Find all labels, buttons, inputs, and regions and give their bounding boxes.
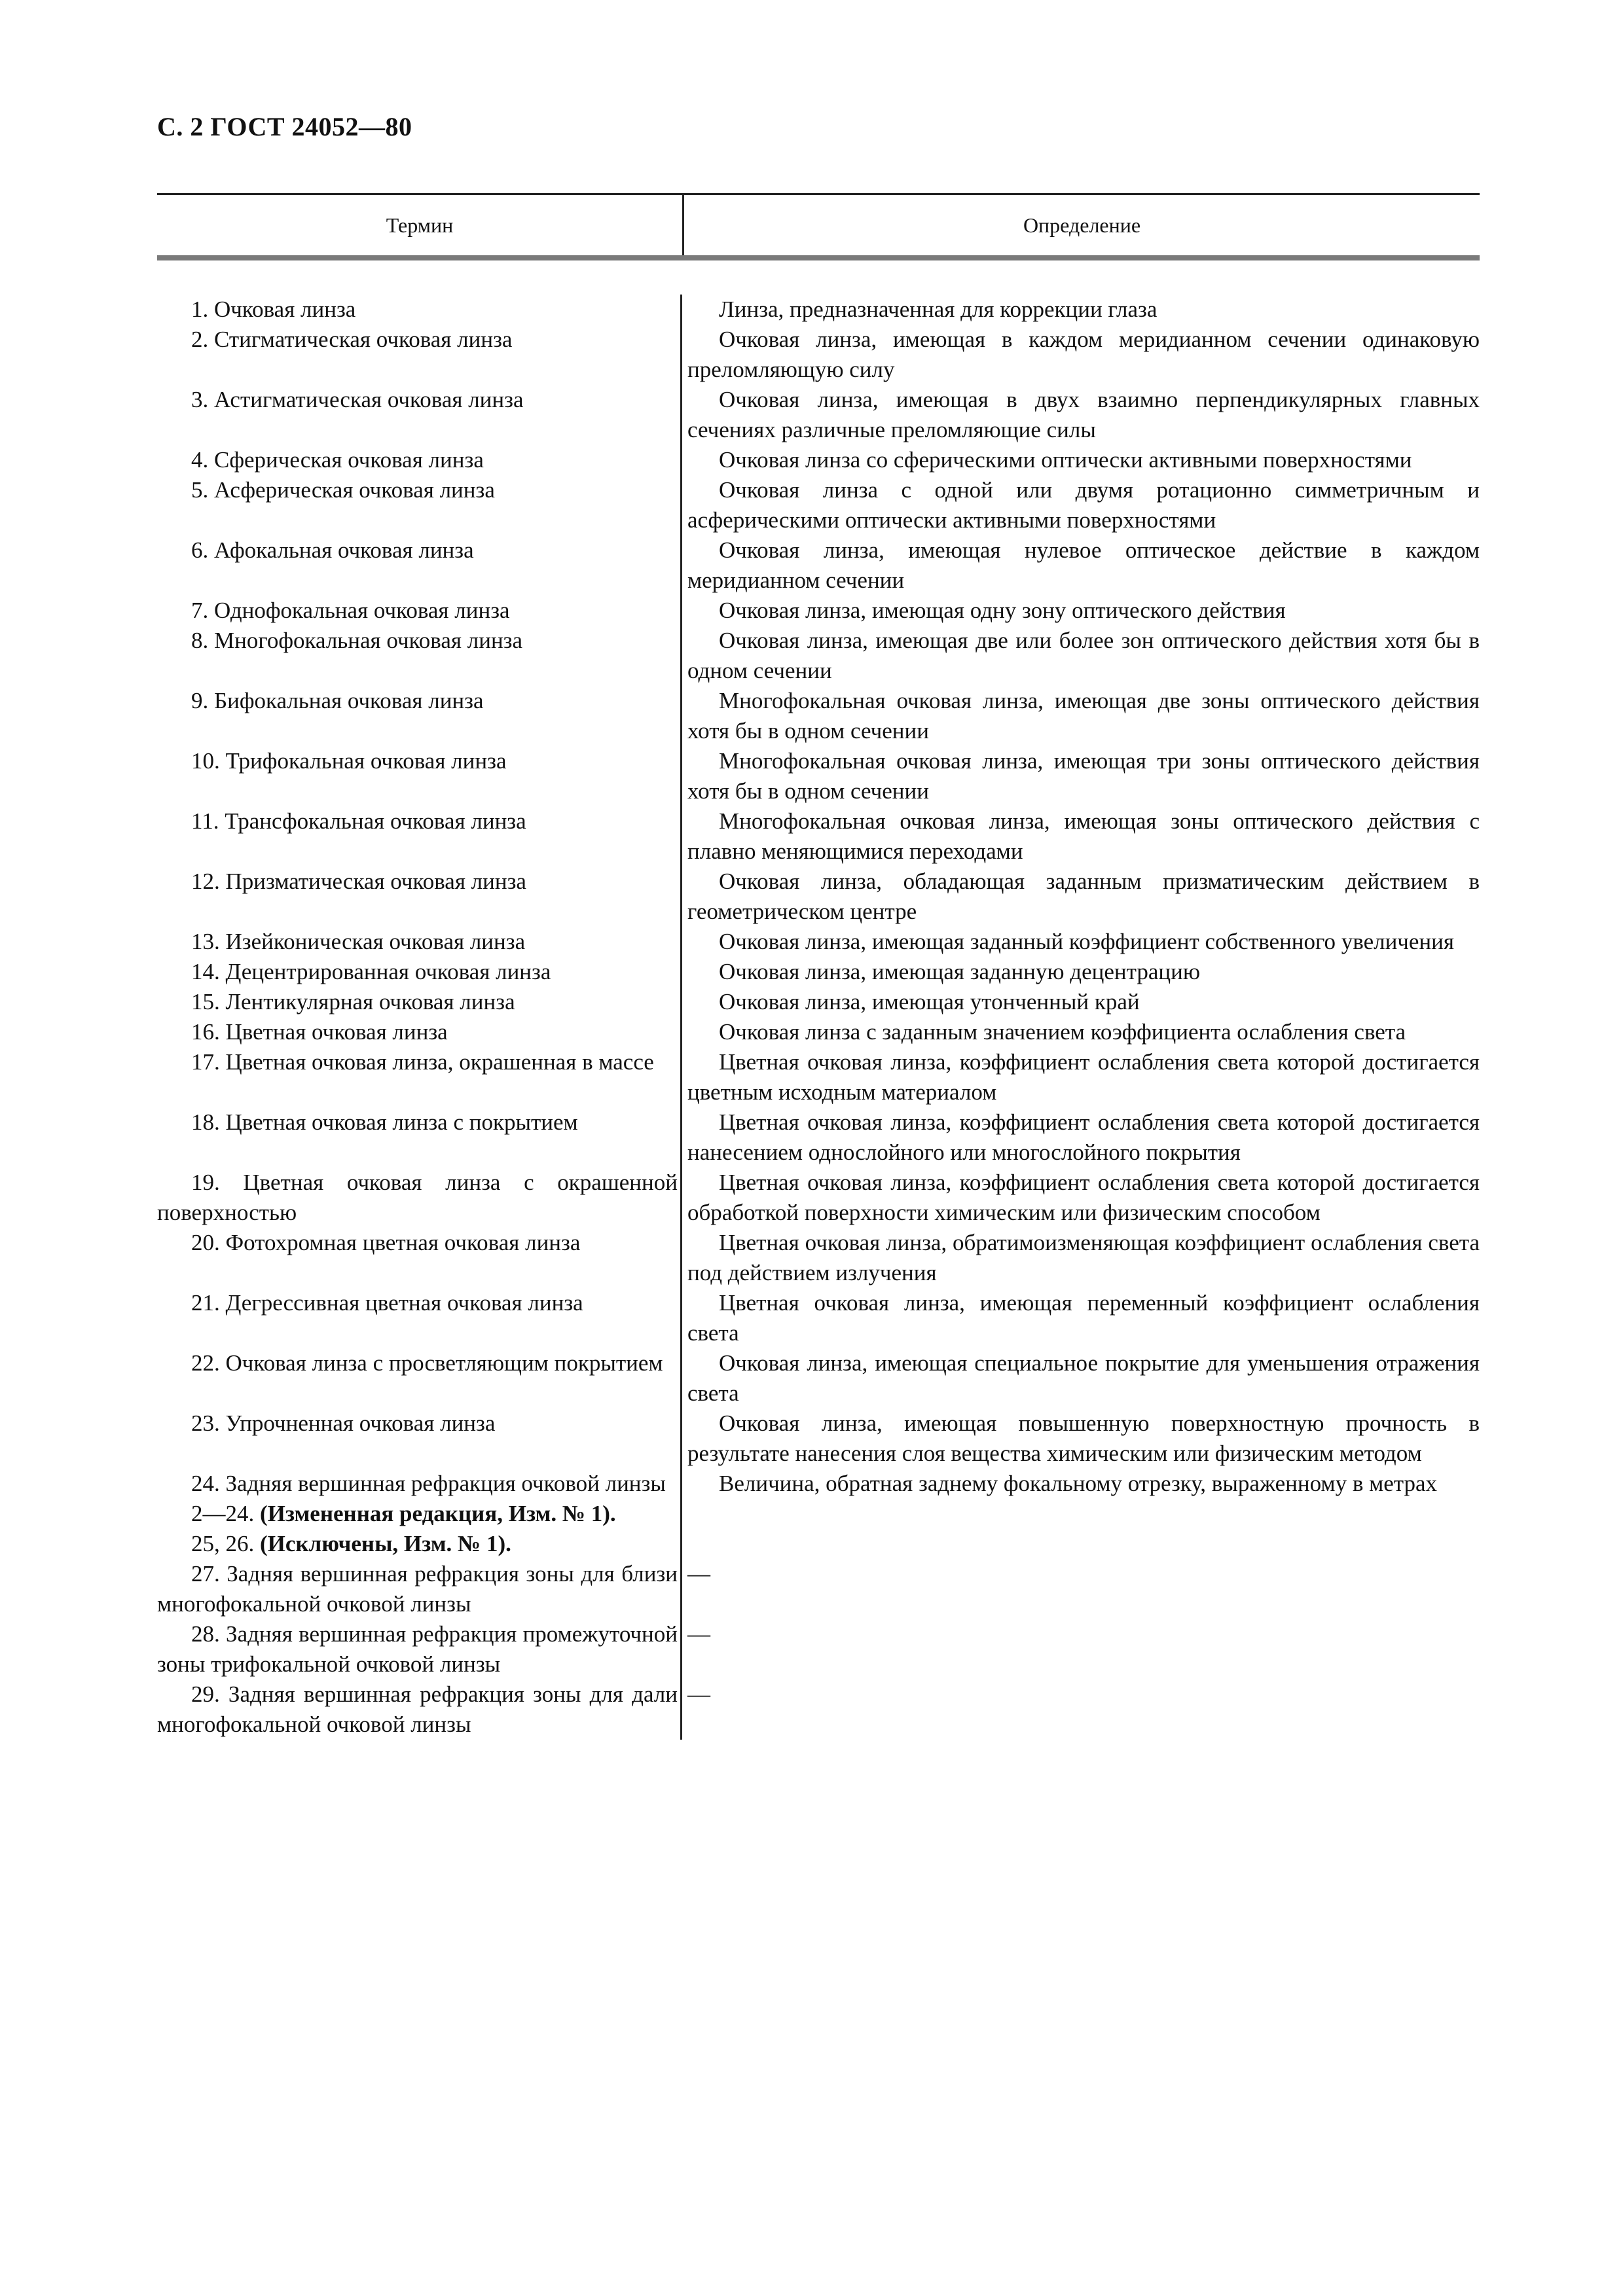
- table-row: [157, 957, 1480, 987]
- definition-cell-empty: [682, 1529, 1480, 1559]
- term-cell: 9. Бифокальная очковая линза: [157, 686, 682, 746]
- page-header: С. 2 ГОСТ 24052—80: [157, 112, 412, 141]
- term-cell: 4. Сферическая очковая линза: [157, 445, 682, 475]
- table-row: [157, 1228, 1480, 1288]
- table-header-rule: [157, 255, 1480, 260]
- table-row: [157, 1288, 1480, 1348]
- term-cell: 23. Упрочненная очковая линза: [157, 1408, 682, 1469]
- definition-cell: Величина, обратная заднему фокальному отрезку, выраженному в метрах: [719, 1471, 1438, 1496]
- definition-cell: Очковая линза с заданным значением коэффициента ослабления света: [719, 1019, 1406, 1045]
- term-cell: 15. Лентикулярная очковая линза: [157, 987, 682, 1017]
- term-cell: 11. Трансфокальная очковая линза: [157, 806, 682, 867]
- term-cell: 22. Очковая линза с просветляющим покрытием: [157, 1348, 682, 1408]
- terms-table: [157, 193, 1480, 1740]
- definition-cell: Очковая линза, имеющая одну зону оптического действия: [719, 598, 1286, 623]
- amendment-note-row: [157, 1499, 1480, 1529]
- definition-cell: Очковая линза, имеющая заданную децентрацию: [719, 959, 1200, 984]
- term-cell: 3. Астигматическая очковая линза: [157, 385, 682, 445]
- definition-cell: Очковая линза, имеющая нулевое оптическое действие в каждом меридианном сечении: [687, 537, 1480, 593]
- table-row: [157, 927, 1480, 957]
- definition-cell: Цветная очковая линза, имеющая переменный коэффициент ослабления света: [687, 1290, 1480, 1346]
- table-row: [157, 1047, 1480, 1107]
- table-row: [157, 1679, 1480, 1740]
- term-cell: 5. Асферическая очковая линза: [157, 475, 682, 535]
- definition-cell: Цветная очковая линза, коэффициент ослабления света которой достигается нанесением однослойного или многослойного покрытия: [687, 1109, 1480, 1165]
- table-row: [157, 1168, 1480, 1228]
- table-row: [157, 1619, 1480, 1679]
- table-row: [157, 1408, 1480, 1469]
- table-row: [157, 1017, 1480, 1047]
- term-cell: 19. Цветная очковая линза с окрашенной поверхностью: [157, 1168, 682, 1228]
- table-row: [157, 746, 1480, 806]
- term-cell: 18. Цветная очковая линза с покрытием: [157, 1107, 682, 1168]
- term-cell: 6. Афокальная очковая линза: [157, 535, 682, 596]
- term-cell: 10. Трифокальная очковая линза: [157, 746, 682, 806]
- definition-cell: Цветная очковая линза, обратимоизменяющая коэффициент ослабления света под действием излучения: [687, 1230, 1480, 1285]
- definition-cell: —: [687, 1561, 710, 1587]
- definition-cell: —: [687, 1621, 710, 1647]
- amendment-note-items: 2—24.: [191, 1501, 260, 1526]
- term-cell: 14. Децентрированная очковая линза: [157, 957, 682, 987]
- table-row: [157, 1559, 1480, 1619]
- definition-cell: Цветная очковая линза, коэффициент ослабления света которой достигается цветным исходным материалом: [687, 1049, 1480, 1105]
- definition-cell: Очковая линза со сферическими оптически активными поверхностями: [719, 447, 1412, 473]
- table-row: [157, 626, 1480, 686]
- term-cell: 12. Призматическая очковая линза: [157, 867, 682, 927]
- term-cell: 7. Однофокальная очковая линза: [157, 596, 682, 626]
- term-cell: 17. Цветная очковая линза, окрашенная в массе: [157, 1047, 682, 1107]
- term-cell: 28. Задняя вершинная рефракция промежуточной зоны трифокальной очковой линзы: [157, 1619, 682, 1679]
- term-cell: 16. Цветная очковая линза: [157, 1017, 682, 1047]
- definition-cell: Очковая линза, имеющая в каждом меридианном сечении одинаковую преломляющую силу: [687, 327, 1480, 382]
- definition-cell: Очковая линза, имеющая специальное покрытие для уменьшения отражения света: [687, 1350, 1480, 1406]
- table-row: [157, 385, 1480, 445]
- table-body: [157, 260, 1480, 1740]
- table-row: [157, 1348, 1480, 1408]
- definition-cell-empty: [682, 1499, 1480, 1529]
- amendment-note-text: (Измененная редакция, Изм. № 1).: [260, 1501, 616, 1526]
- table-row: [157, 1107, 1480, 1168]
- term-cell: 2. Стигматическая очковая линза: [157, 325, 682, 385]
- definition-cell: Многофокальная очковая линза, имеющая две зоны оптического действия хотя бы в одном сечении: [687, 688, 1480, 744]
- term-cell: 24. Задняя вершинная рефракция очковой линзы: [157, 1469, 682, 1499]
- amendment-note-text: (Исключены, Изм. № 1).: [260, 1531, 511, 1556]
- table-row: [157, 535, 1480, 596]
- definition-cell: Очковая линза, имеющая заданный коэффициент собственного увеличения: [719, 929, 1454, 954]
- definition-cell: Линза, предназначенная для коррекции глаза: [719, 296, 1158, 322]
- amendment-note-row: [157, 1529, 1480, 1559]
- definition-cell: Очковая линза, имеющая утонченный край: [719, 989, 1140, 1014]
- term-cell: 21. Дегрессивная цветная очковая линза: [157, 1288, 682, 1348]
- term-cell: 13. Изейконическая очковая линза: [157, 927, 682, 957]
- definition-cell: Многофокальная очковая линза, имеющая три зоны оптического действия хотя бы в одном сечении: [687, 748, 1480, 804]
- term-cell: 20. Фотохромная цветная очковая линза: [157, 1228, 682, 1288]
- definition-cell: Очковая линза, имеющая в двух взаимно перпендикулярных главных сечениях различные преломляющие силы: [687, 387, 1480, 442]
- definition-cell: Очковая линза, имеющая две или более зон оптического действия хотя бы в одном сечении: [687, 628, 1480, 683]
- definition-cell: Многофокальная очковая линза, имеющая зоны оптического действия с плавно меняющимися переходами: [687, 808, 1480, 864]
- amendment-note-items: 25, 26.: [191, 1531, 260, 1556]
- table-header-row: [157, 195, 1480, 255]
- definition-cell: —: [687, 1681, 710, 1707]
- table-row: [157, 806, 1480, 867]
- amendment-note: [157, 1499, 682, 1529]
- term-cell: 8. Многофокальная очковая линза: [157, 626, 682, 686]
- table-row: [157, 295, 1480, 325]
- table-row: [157, 867, 1480, 927]
- table-row: [157, 596, 1480, 626]
- table-row: [157, 445, 1480, 475]
- table-row: [157, 987, 1480, 1017]
- column-header-term: Термин: [157, 195, 684, 255]
- table-row: [157, 325, 1480, 385]
- term-cell: 27. Задняя вершинная рефракция зоны для близи многофокальной очковой линзы: [157, 1559, 682, 1619]
- table-row: [157, 1469, 1480, 1499]
- definition-cell: Очковая линза, обладающая заданным призматическим действием в геометрическом центре: [687, 869, 1480, 924]
- table-row: [157, 686, 1480, 746]
- column-header-definition: Определение: [1023, 213, 1141, 237]
- term-cell: 1. Очковая линза: [157, 295, 682, 325]
- term-cell: 29. Задняя вершинная рефракция зоны для дали многофокальной очковой линзы: [157, 1679, 682, 1740]
- definition-cell: Очковая линза, имеющая повышенную поверхностную прочность в результате нанесения слоя вещества химическим или физическим методом: [687, 1410, 1480, 1466]
- amendment-note: [157, 1529, 682, 1559]
- table-row: [157, 475, 1480, 535]
- definition-cell: Очковая линза с одной или двумя ротационно симметричным и асферическими оптически активными поверхностями: [687, 477, 1480, 533]
- definition-cell: Цветная очковая линза, коэффициент ослабления света которой достигается обработкой поверхности химическим или физическим способом: [687, 1170, 1480, 1225]
